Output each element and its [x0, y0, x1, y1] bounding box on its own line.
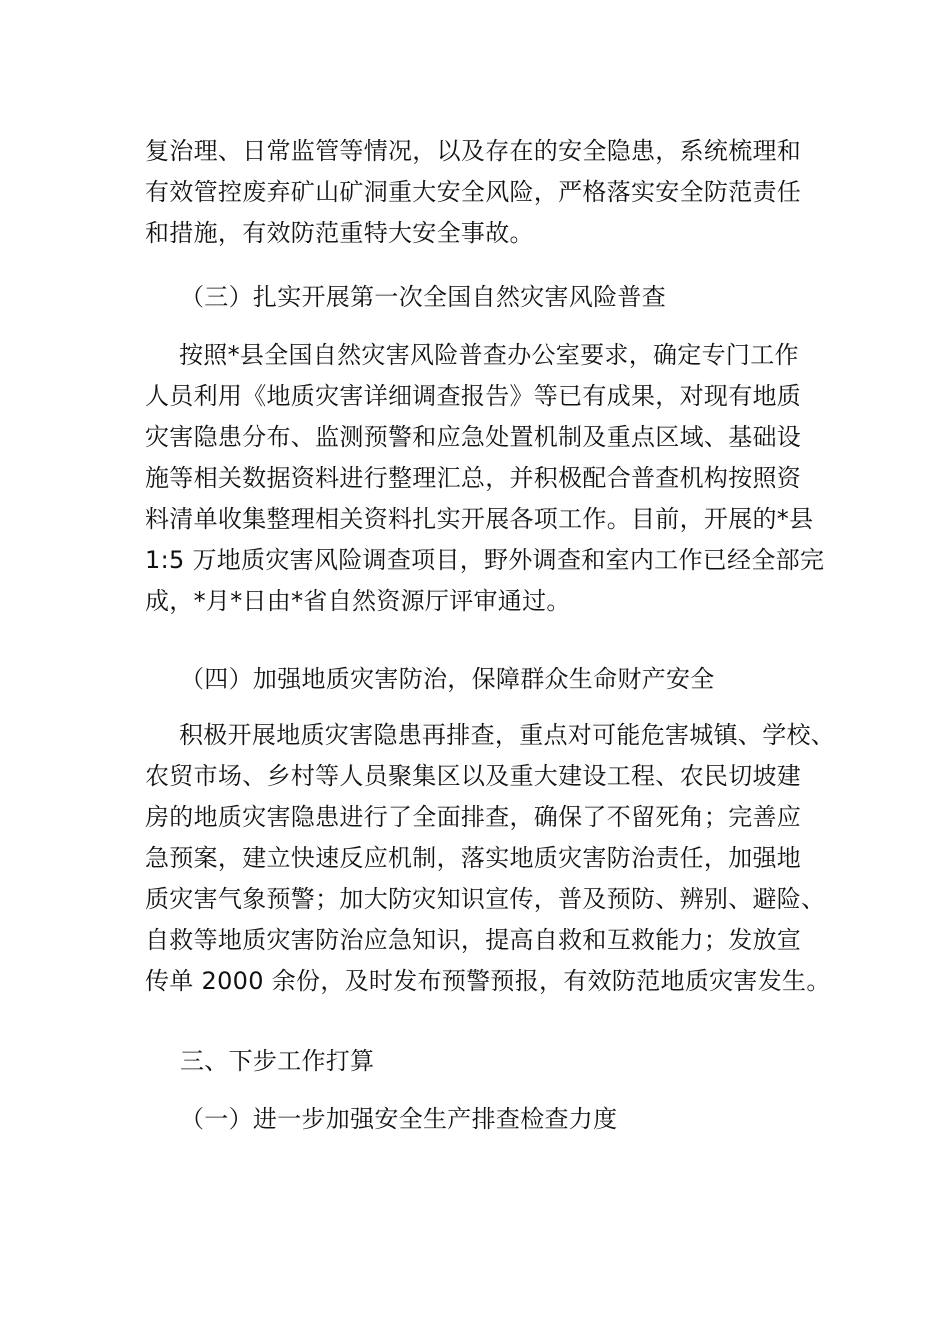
text-line: 和措施，有效防范重特大安全事故。	[145, 219, 534, 247]
paragraph-risk-survey	[145, 335, 825, 622]
section-heading-next-1: （一）进一步加强安全生产排查检查力度	[180, 1105, 618, 1133]
text-line: 积极开展地质灾害隐患再排查，重点对可能危害城镇、学校、	[179, 721, 836, 749]
paragraph-mine-safety	[145, 131, 810, 254]
paragraph-disaster-prevention	[145, 715, 836, 1002]
text-line: 按照*县全国自然灾害风险普查办公室要求，确定专门工作	[179, 341, 799, 369]
text-line: 人员利用《地质灾害详细调查报告》等已有成果，对现有地质	[145, 382, 802, 410]
text-line: 有效管控废弃矿山矿洞重大安全风险，严格落实安全防范责任	[145, 178, 802, 206]
text-line: 料清单收集整理相关资料扎实开展各项工作。目前，开展的*县	[145, 505, 814, 533]
text-line: 急预案，建立快速反应机制，落实地质灾害防治责任，加强地	[145, 844, 802, 872]
text-line: 自救等地质灾害防治应急知识，提高自救和互救能力；发放宣	[145, 926, 802, 954]
text-line: 施等相关数据资料进行整理汇总，并积极配合普查机构按照资	[145, 464, 802, 492]
text-line: 1:5 万地质灾害风险调查项目，野外调查和室内工作已经全部完	[145, 546, 825, 574]
text-line: 成，*月*日由*省自然资源厅评审通过。	[145, 587, 571, 615]
section-heading-3: （三）扎实开展第一次全国自然灾害风险普查	[180, 283, 666, 311]
text-line: 灾害隐患分布、监测预警和应急处置机制及重点区域、基础设	[145, 423, 802, 451]
chapter-heading-next-steps: 三、下步工作打算	[180, 1047, 375, 1075]
text-line: 农贸市场、乡村等人员聚集区以及重大建设工程、农民切坡建	[145, 762, 802, 790]
text-line: 传单 2000 余份，及时发布预警预报，有效防范地质灾害发生。	[145, 967, 831, 995]
text-line: 复治理、日常监管等情况，以及存在的安全隐患，系统梳理和	[145, 137, 802, 165]
text-line: 质灾害气象预警；加大防灾知识宣传，普及预防、辨别、避险、	[145, 885, 826, 913]
section-heading-4: （四）加强地质灾害防治，保障群众生命财产安全	[180, 665, 715, 693]
text-line: 房的地质灾害隐患进行了全面排查，确保了不留死角；完善应	[145, 803, 802, 831]
